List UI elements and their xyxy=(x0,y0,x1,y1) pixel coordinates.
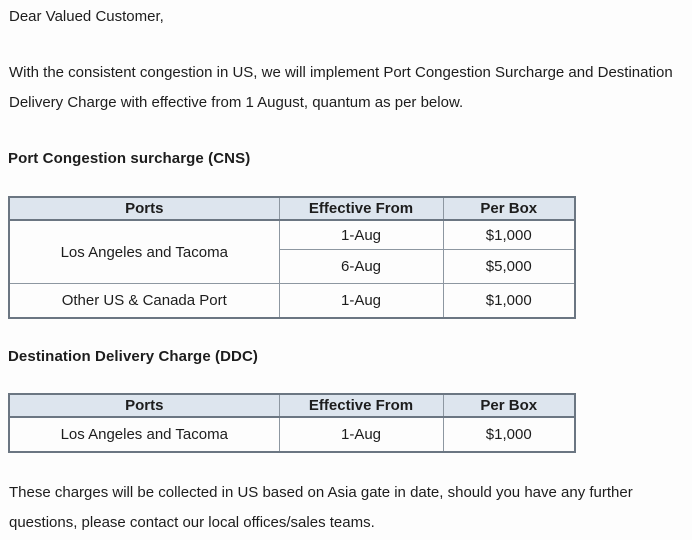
ddc-row-la-tacoma xyxy=(9,417,575,452)
section-heading-cns: Port Congestion surcharge (CNS) xyxy=(8,150,251,167)
intro-line-2: Delivery Charge with effective from 1 August, quantum as per below. xyxy=(9,94,464,111)
cns-charge-table xyxy=(8,196,576,319)
cns-cell-perbox-other: $1,000 xyxy=(443,284,575,319)
ddc-cell-port: Los Angeles and Tacoma xyxy=(9,417,279,452)
section-heading-ddc: Destination Delivery Charge (DDC) xyxy=(8,348,259,365)
cns-cell-port-other: Other US & Canada Port xyxy=(9,284,279,319)
ddc-header-per-box: Per Box xyxy=(443,394,575,417)
cns-header-effective-from: Effective From xyxy=(279,197,443,220)
ddc-cell-effective: 1-Aug xyxy=(279,417,443,452)
cns-header-per-box: Per Box xyxy=(443,197,575,220)
cns-cell-effective-1aug: 1-Aug xyxy=(279,220,443,250)
cns-cell-effective-6aug: 6-Aug xyxy=(279,250,443,284)
cns-row-other-us-canada xyxy=(9,284,575,319)
cns-cell-perbox-5000: $5,000 xyxy=(443,250,575,284)
ddc-header-ports: Ports xyxy=(9,394,279,417)
cns-cell-perbox-1000: $1,000 xyxy=(443,220,575,250)
cns-header-ports: Ports xyxy=(9,197,279,220)
ddc-charge-table xyxy=(8,393,576,453)
cns-cell-effective-other: 1-Aug xyxy=(279,284,443,319)
greeting-line: Dear Valued Customer, xyxy=(9,8,164,25)
ddc-cell-perbox: $1,000 xyxy=(443,417,575,452)
intro-paragraph xyxy=(9,58,673,118)
cns-header-row xyxy=(9,197,575,220)
cns-row-la-tacoma-1aug xyxy=(9,220,575,250)
footer-paragraph xyxy=(9,478,633,538)
footer-line-2: questions, please contact our local offices/sales teams. xyxy=(9,514,375,531)
ddc-header-effective-from: Effective From xyxy=(279,394,443,417)
cns-cell-port-la-tacoma: Los Angeles and Tacoma xyxy=(9,220,279,284)
intro-line-1: With the consistent congestion in US, we will implement Port Congestion Surcharge and Destination xyxy=(9,64,673,81)
footer-line-1: These charges will be collected in US based on Asia gate in date, should you have any further xyxy=(9,484,633,501)
ddc-header-row xyxy=(9,394,575,417)
